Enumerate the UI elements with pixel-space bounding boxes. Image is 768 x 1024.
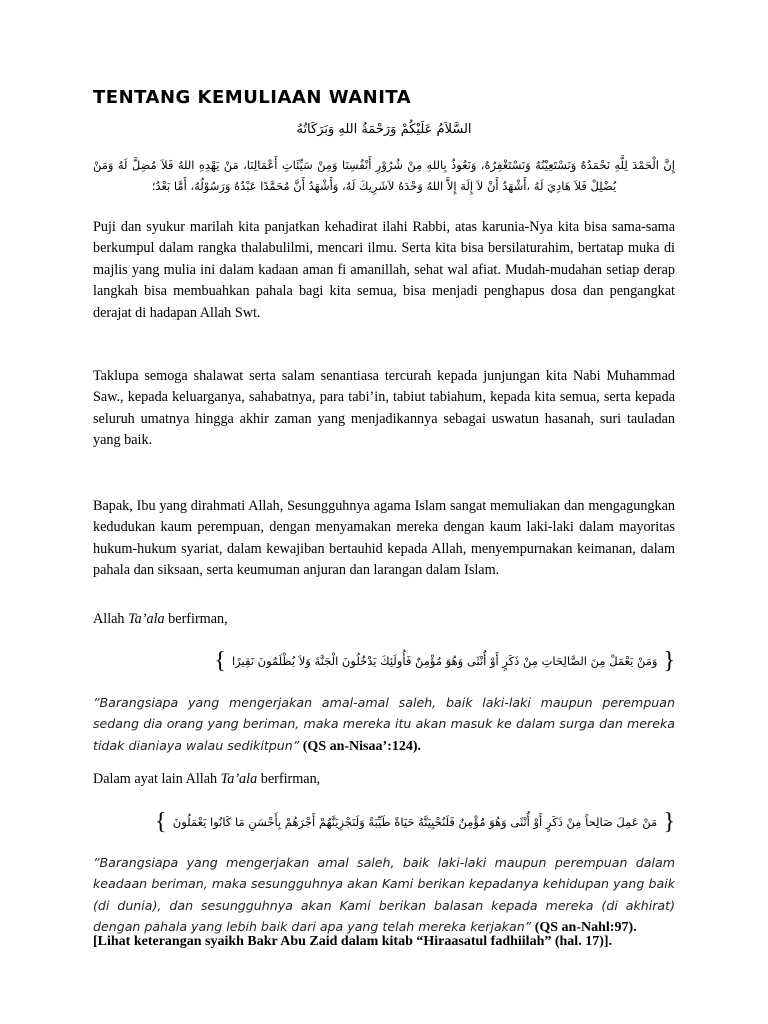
paragraph-shalawat: Taklupa semoga shalawat serta salam senantiasa tercurah kepada junjungan kita Nabi Muhammad Saw., kepada keluarganya, sahabatnya, para tabi’in, tabiut tabiahum, kepada kita semua, serta kepada seluruh umatnya hingga akhir zaman yang menjadikannya sebagai uswatun hasanah, suri tauladan yang baik. — [93, 368, 675, 449]
intro-verse-2-pre: Dalam ayat lain Allah — [93, 771, 221, 787]
quote-an-nahl-ref: (QS an-Nahl:97). — [531, 920, 637, 936]
intro-verse-2-italic: Ta’ala — [220, 771, 258, 787]
paragraph-praise: Puji dan syukur marilah kita panjatkan kehadirat ilahi Rabbi, atas karunia-Nya kita bisa sama-sama berkumpul dalam rangka thalabulilmi, mencari ilmu. Serta kita bisa bersilaturahim, bertatap muka di majlis yang mulia ini dalam kadaan aman fi amanillah, sehat wal afiat. Mudah-mudahan setiap derap langkah bisa membuahkan pahala bagi kita semua, bisa menjadi penghapus dosa dan pengangkat derajat di hadapan Allah Swt. — [93, 219, 675, 321]
verse-an-nisa-arabic: وَمَنْ يَعْمَلْ مِنَ الصَّالِحَاتِ مِنْ ذَكَرٍ أَوْ أُنْثَى وَهُوَ مُؤْمِنٌ فَأُولَئِكَ يَدْخُلُونَ الْجَنَّةَ وَلاَ يُظْلَمُونَ نَقِيرًا — [231, 654, 658, 668]
quote-an-nahl — [93, 852, 675, 939]
quote-an-nisa-text: ”Barangsiapa yang mengerjakan amal-amal saleh, baik laki-laki maupun perempuan sedang dia orang yang beriman, maka mereka itu akan masuk ke dalam surga dan mereka tidak dianiaya walau sedikitpun” — [93, 695, 675, 753]
brace-close: } — [155, 809, 167, 835]
quote-an-nahl-text: ”Barangsiapa yang mengerjakan amal saleh, baik laki-laki maupun perempuan dalam keadaan beriman, maka sesungguhnya akan Kami berikan kepadanya kehidupan yang baik (di dunia), dan sesungguhnya akan Kami berikan balasan kepada mereka (di akhirat) dengan pahala yang lebih baik dari apa yang telah mereka kerjakan” — [93, 855, 675, 935]
brace-open: { — [663, 809, 675, 835]
quote-an-nisa-ref: (QS an-Nisaa’:124). — [299, 738, 421, 754]
intro-verse-1 — [93, 609, 675, 630]
verse-an-nahl-arabic: مَنْ عَمِلَ صَالِحاً مِنْ ذَكَرٍ أَوْ أُنْثَى وَهُوَ مُؤْمِنٌ فَلَنُحْيِيَنَّهُ حَيَاةً طَيِّبَةً وَلَنَجْزِيَنَّهُمْ أَجْرَهُمْ بِأَحْسَنِ مَا كَانُوا يَعْمَلُونَ — [172, 815, 658, 829]
verse-an-nahl — [155, 810, 675, 834]
intro-verse-2 — [93, 769, 675, 790]
intro-verse-1-post: berfirman, — [164, 611, 228, 627]
opening-arabic: إِنَّ الْحَمْدَ لِلَّهِ نَحْمَدُهُ وَنَسْتَعِيْنُهُ وَنَسْتَغْفِرُهُ، وَنَعُوذُ بِاللهِ مِنْ شُرُوْرِ أَنْفُسِنَا وَمِنْ سَيِّئَاتِ أَعْمَالِنَا، مَنْ يَهْدِهِ اللهُ فَلاَ مُضِلَّ لَهُ وَمَنْ يُضْلِلْ فَلاَ هَادِيَ لَهُ ،أَشْهَدُ أَنْ لاَ إِلَهَ إِلاَّ اللهُ وَحْدَهُ لاَشَرِيكَ لَهُ، وَأَشْهَدُ أَنَّ مُحَمَّدًا عَبْدُهُ وَرَسُوْلُهُ، أَمَّا بَعْدُ؛ — [93, 158, 675, 193]
quote-an-nisa — [93, 692, 675, 757]
paragraph-islam-women: Bapak, Ibu yang dirahmati Allah, Sesungguhnya agama Islam sangat memuliakan dan mengagungkan kedudukan kaum perempuan, dengan menyamakan mereka dengan kaum laki-laki dalam mayoritas hukum-hukum syariat, dalam kewajiban bertauhid kepada Allah, menyempurnakan keimanan, dalam pahala dan siksaan, serta keumuman anjuran dan larangan dalam Islam. — [93, 498, 675, 579]
intro-verse-2-post: berfirman, — [257, 771, 321, 787]
intro-verse-1-italic: Ta’ala — [128, 611, 165, 627]
brace-close: } — [214, 648, 226, 674]
salam-arabic: السَّلاَمُ عَلَيْكُمْ وَرَحْمَةُ اللهِ وَبَرَكَاتُهُ — [296, 122, 472, 137]
reference-note: [Lihat keterangan syaikh Bakr Abu Zaid dalam kitab “Hiraasatul fadhiilah” (hal. 17)]. — [93, 934, 613, 949]
intro-verse-1-pre: Allah — [93, 611, 129, 627]
brace-open: { — [663, 648, 675, 674]
verse-an-nisa — [214, 648, 675, 674]
page-title: TENTANG KEMULIAAN WANITA — [93, 87, 412, 108]
